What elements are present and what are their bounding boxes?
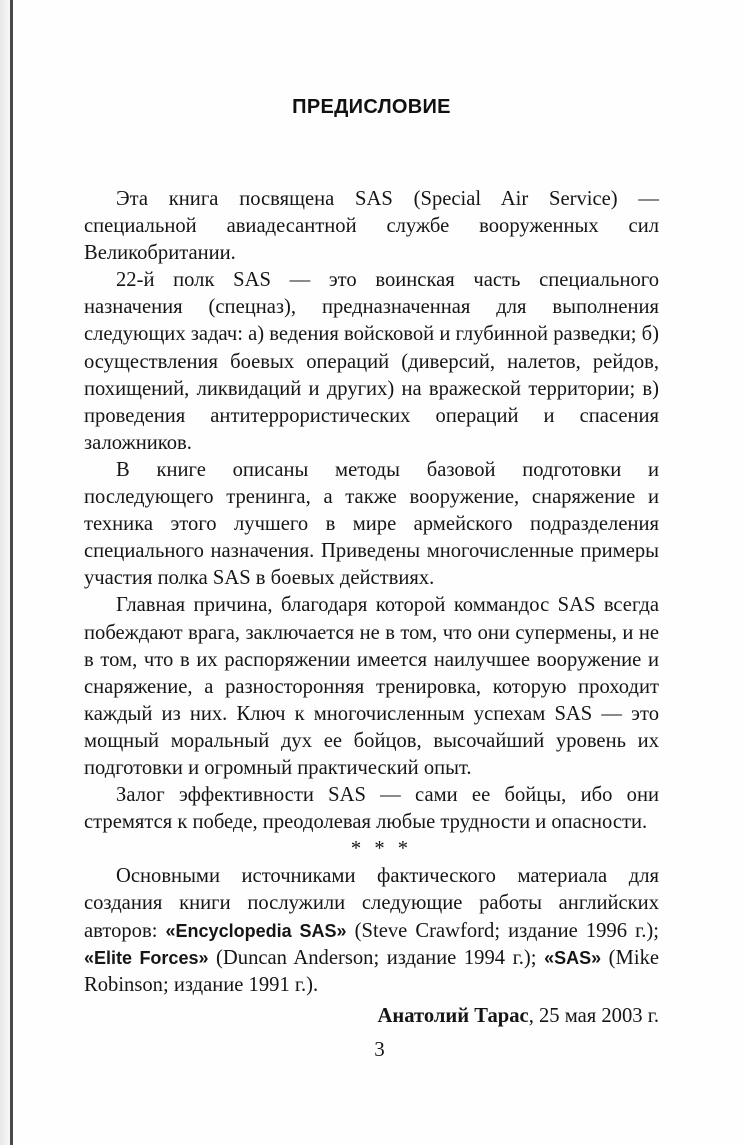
book-info-2: (Duncan Anderson; издание 1994 г.); <box>208 946 545 969</box>
paragraph: Эта книга посвящена SAS (Special Air Service) — специальной авиадесантной службе вооруженных сил Великобритании. <box>84 188 659 265</box>
paragraph: 22-й полк SAS — это воинская часть специального назначения (спецназ), предназначенная для выполнения следующих задач: а) ведения войсковой и глубинной разведки; б) осуществления боевых операций (диверсий, налетов, рейдов, похищений, ликвидаций и других) на вражеской территории; в) проведения антитеррористических операций и спасения заложников. <box>84 269 659 454</box>
paragraph: Главная причина, благодаря которой коммандос SAS всегда побеждают врага, заключается не в том, что они супермены, и не в том, что в их распоряжении имеется наилучшее вооружение и снаряжение, а разносторонняя тренировка, которую проходит каждый из них. Ключ к многочисленным успехам SAS — это мощный моральный дух ее бойцов, высочайший уровень их подготовки и огромный практический опыт. <box>84 594 659 779</box>
page-title: ПРЕДИСЛОВИЕ <box>292 96 451 118</box>
book-title-1: «Encyclopedia SAS» <box>165 920 347 941</box>
paragraph: Залог эффективности SAS — сами ее бойцы, ибо они стремятся к победе, преодолевая любые трудности и опасности. <box>84 784 659 834</box>
page-shadow <box>0 0 10 1145</box>
book-info-1: (Steve Crawford; издание 1996 г.); <box>346 919 659 942</box>
book-info-3: (Mike Robinson; издание 1991 г.). <box>84 946 660 996</box>
preface-body <box>84 186 659 1030</box>
section-separator: * * * <box>350 838 413 861</box>
book-title-3: «SAS» <box>544 947 602 968</box>
signature-date: , 25 мая 2003 г. <box>528 1004 659 1027</box>
page-number: 3 <box>374 1037 385 1061</box>
book-title-2: «Elite Forces» <box>84 947 209 968</box>
author-signature <box>84 1003 659 1030</box>
page-binding-edge <box>10 0 13 1145</box>
sources-intro: Основными источниками фактического материала для создания книги послужили следующие работы английских авторов: <box>84 865 659 942</box>
sources-paragraph <box>84 863 659 998</box>
author-name: Анатолий Тарас <box>377 1004 529 1027</box>
paragraph: В книге описаны методы базовой подготовки и последующего тренинга, а также вооружение, снаряжение и техника этого лучшего в мире армейского подразделения специального назначения. Приведены многочисленные примеры участия полка SAS в боевых действиях. <box>84 458 659 590</box>
